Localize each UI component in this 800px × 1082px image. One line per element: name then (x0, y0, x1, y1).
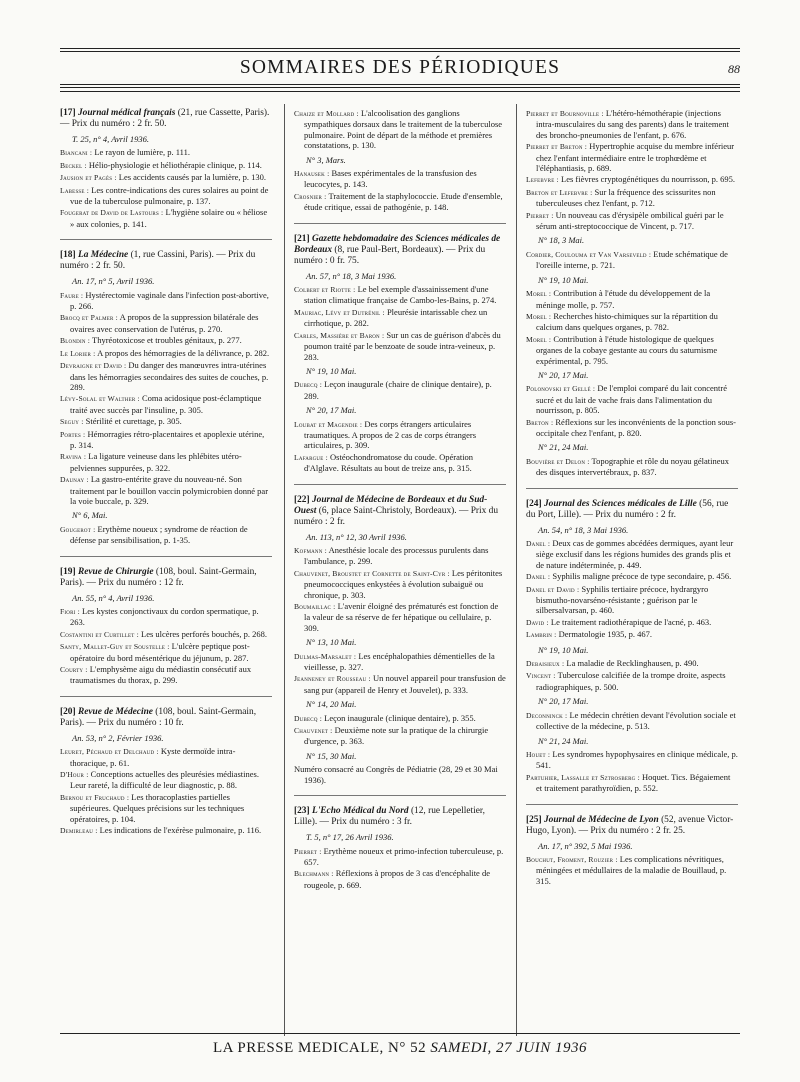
journal-section (294, 234, 506, 474)
article-authors: Pierret et Bournoville : (526, 109, 604, 118)
article-authors: Colbert et Riotte : (294, 285, 356, 295)
article-entry (294, 419, 506, 451)
issue-label: N° 19, 10 Mai. (538, 274, 589, 285)
article-entry (294, 601, 506, 633)
journal-section (526, 815, 738, 887)
article-entry (294, 713, 506, 724)
article-entry (60, 606, 272, 628)
journal-heading (294, 806, 506, 828)
article-authors: Morel : (526, 289, 552, 299)
article-title: Coma acidosique post-éclamptique traité avec succès par l'insuline, p. 305. (70, 393, 262, 415)
article-title: Sur la fréquence des scissurites non tuberculeuses chez l'enfant, p. 712. (536, 186, 716, 209)
journal-name: Revue de Chirurgie (77, 566, 154, 577)
article-entry (294, 379, 506, 401)
article-title: Traitement de la staphylococcie. Etude d'ensemble, étude critique, essai de pathogénie, p. 148. (304, 190, 503, 213)
article-authors: Lafargue : (294, 452, 328, 462)
article-title: Réflexions à propos de 3 cas d'encéphalite de rougeole, p. 669. (304, 868, 490, 890)
issue-label: N° 19, 10 Mai. (306, 365, 357, 376)
article-title: Les thoracoplasties partielles supérieures. Quelques précisions sur les techniques opératoires, p. 104. (70, 791, 245, 824)
issue-label: An. 113, n° 12, 30 Avril 1936. (306, 531, 407, 542)
article-authors: Debaisieux : (526, 659, 565, 669)
journal-name: Journal de Médecine de Lyon (543, 814, 659, 825)
journal-number: [22] (294, 494, 310, 505)
issue-label: N° 18, 3 Mai. (538, 235, 585, 246)
journal-heading (60, 707, 272, 729)
article-authors: Pierret : (294, 846, 322, 856)
article-authors: Jausion et Pagès : (60, 173, 117, 183)
journal-name: Revue de Médecine (77, 706, 153, 717)
article-entry (60, 185, 272, 207)
section-separator (60, 556, 272, 557)
article-entry (60, 524, 272, 546)
article-title: Anesthésie locale des processus purulents dans l'ambulance, p. 299. (304, 544, 489, 567)
article-entry (526, 417, 738, 439)
article-entry (294, 846, 506, 868)
article-authors: Le Lorier : (60, 348, 96, 358)
article-title: Pleurésie intarissable chez un cirrhotique, p. 282. (304, 306, 488, 329)
journal-heading (294, 495, 506, 528)
article-title: Les péritonites pneumococciques enkystées à évolution subaiguë ou chronique, p. 303. (304, 567, 503, 600)
issue-label: N° 21, 24 Mai. (538, 442, 589, 453)
article-entry (294, 651, 506, 673)
article-entry (60, 792, 272, 824)
article-title: Leçon inaugurale (clinique dentaire), p. 355. (324, 712, 476, 723)
article-authors: Breton : (526, 417, 554, 427)
article-entry (526, 658, 738, 669)
article-title: A propos de la suppression bilatérale des ovaires avec conservation de l'utérus, p. 270. (70, 312, 259, 334)
article-title: Syphilis maligne précoce de type secondaire, p. 456. (552, 571, 732, 582)
issue-label: N° 14, 20 Mai. (306, 699, 357, 710)
article-title: Hémorragies rétro-placentaires et apoplexie utérine, p. 314. (70, 428, 265, 450)
article-title: Contribution à l'étude du développement de la méninge molle, p. 757. (536, 288, 711, 310)
issue-label: N° 15, 30 Mai. (306, 750, 357, 761)
article-title: Ostéochondromatose du coude. Opération d'Alglave. Résultats au bout de treize ans, p. 315. (304, 451, 474, 474)
article-title: Le traitement radiothérapique de l'acné, p. 463. (550, 616, 712, 627)
article-authors: Houet : (526, 749, 551, 759)
article-entry (526, 210, 738, 232)
article-entry (60, 360, 272, 392)
article-authors: David : (526, 617, 549, 627)
footer-rule (60, 1033, 740, 1034)
section-separator (60, 696, 272, 697)
article-title: La ligature veineuse dans les phlébites utéro-pelviennes suppurées, p. 322. (70, 451, 242, 473)
article-authors: Danel : (526, 539, 551, 548)
article-authors: Beckel : (60, 160, 87, 170)
article-entry (526, 334, 738, 366)
article-title: Leçon inaugurale (chaire de clinique dentaire), p. 289. (304, 379, 492, 401)
article-entry (60, 429, 272, 451)
journal-section (294, 108, 506, 213)
article-authors: Cordier, Coulouma et Van Varseveld : (526, 249, 652, 259)
journal-number: [21] (294, 233, 310, 244)
article-entry (60, 769, 272, 791)
article-entry (60, 160, 272, 171)
header-rule-3 (60, 91, 740, 92)
article-title: Les syndromes hypophysaires en clinique médicale, p. 541. (536, 748, 738, 771)
article-entry (60, 641, 272, 663)
article-title: Les indications de l'exérèse pulmonaire, p. 116. (99, 825, 262, 836)
issue-label: N° 20, 17 Mai. (538, 369, 589, 380)
article-title: Hystérectomie vaginale dans l'infection post-abortive, p. 266. (70, 289, 269, 312)
article-title: Un nouvel appareil pour transfusion de sang pur (appareil de Henry et Jouvelet), p. 333. (304, 673, 506, 695)
page-title: SOMMAIRES DES PÉRIODIQUES (239, 57, 561, 78)
article-authors: Danel et David : (526, 584, 580, 594)
journal-section (294, 495, 506, 786)
journal-name: La Médecine (77, 250, 129, 261)
article-authors: Demirleau : (60, 826, 98, 836)
article-authors: Bernou et Fruchaud : (60, 792, 130, 802)
article-entry (526, 108, 738, 140)
article-entry (294, 725, 506, 747)
article-title: Le bel exemple d'assainissement d'une station climatique française de Cambo-les-Bains, p. 274. (304, 284, 497, 306)
article-entry (526, 456, 738, 478)
article-authors: D'Hour : (60, 770, 89, 780)
article-title: L'alcoolisation des ganglions sympathiques dorsaux dans le traitement de la tuberculose pulmonaire. Point de départ de la méthode et premières constatations, p. 130. (304, 108, 503, 151)
article-entry (60, 629, 272, 640)
journal-number: [20] (60, 706, 76, 717)
page-footer (60, 1040, 740, 1057)
article-title: La gastro-entérite grave du nouveau-né. Son traitement par le bouillon vaccin polymicrobien donné par la voie buccale, p. 329. (70, 474, 269, 506)
article-title: Conceptions actuelles des pleurésies médiastines. Leur rareté, la difficulté de leur diagnostic, p. 88. (70, 769, 259, 791)
article-title: Les encéphalopathies démentielles de la vieillesse, p. 327. (304, 650, 495, 673)
article-authors: Daunay : (60, 475, 89, 485)
article-title: Les accidents causés par la lumière, p. 130. (118, 172, 267, 183)
article-authors: Chauvenet : (294, 726, 333, 736)
journal-publisher: (8, rue Paul-Bert, Bordeaux). — Prix du numéro : 0 fr. 75. (294, 244, 486, 266)
journal-publisher: (12, rue Lepelletier, Lille). — Prix du numéro : 3 fr. (294, 806, 486, 828)
journal-name: Journal des Sciences médicales de Lille (543, 498, 697, 509)
article-entry (526, 141, 738, 173)
article-title: Etude schématique de l'oreille interne, p. 721. (536, 248, 728, 271)
article-authors: Seguy : (60, 417, 84, 427)
article-entry (60, 746, 272, 768)
article-title: Tuberculose calcifiée de la trompe droite, aspects radiographiques, p. 500. (536, 670, 726, 692)
article-authors: Kofmann : (294, 545, 327, 555)
article-title: Les contre-indications des cures solaires au point de vue de la tuberculose pulmonaire, p. 137. (70, 184, 269, 207)
article-entry (60, 172, 272, 183)
article-authors: Blechmann : (294, 869, 334, 879)
footer-date: SAMEDI, 27 JUIN 1936 (430, 1040, 587, 1056)
journal-name: L'Echo Médical du Nord (311, 806, 409, 817)
journal-section (60, 567, 272, 686)
article-entry (526, 670, 738, 692)
journal-name: Journal médical français (77, 108, 176, 118)
issue-label: N° 20, 17 Mai. (538, 696, 589, 707)
journal-name: Journal de Médecine de Bordeaux et du Sud-Ouest (294, 494, 488, 516)
issue-label: An. 55, n° 4, Avril 1936. (72, 592, 155, 603)
article-authors: Pierret : (526, 210, 554, 220)
article-entry (526, 174, 738, 185)
article-title: Recherches histo-chimiques sur la répartition du calcium dans quelques organes, p. 782. (536, 310, 718, 333)
article-entry (60, 825, 272, 836)
journal-publisher: (108, boul. Saint-Germain, Paris). — Prix du numéro : 12 fr. (60, 566, 257, 588)
article-title: Du danger des manœuvres intra-utérines dans les hémorragies secondaires des suites de couches, p. 289. (70, 360, 269, 392)
journal-section (526, 108, 738, 478)
column-2 (294, 108, 506, 894)
issue-label: T. 25, n° 4, Avril 1936. (72, 134, 149, 144)
issue-label: N° 20, 17 Mai. (306, 405, 357, 416)
article-authors: Blondin : (60, 336, 91, 346)
article-entry (60, 664, 272, 686)
article-title: Dermatologie 1935, p. 467. (558, 629, 653, 640)
article-authors: Gougerot : (60, 524, 96, 534)
article-entry (294, 568, 506, 600)
article-title: Deuxième note sur la pratique de la chirurgie d'urgence, p. 363. (304, 725, 489, 747)
section-separator (526, 488, 738, 489)
article-authors: Fougerat de David de Lastours : (60, 208, 164, 218)
article-title: Réflexions sur les inconvénients de la ponction sous-occipitale chez l'enfant, p. 820. (536, 416, 736, 438)
journal-heading (60, 567, 272, 589)
journal-section (294, 806, 506, 890)
journal-number: [24] (526, 498, 542, 509)
article-authors: Costantini et Curtillet : (60, 629, 139, 639)
issue-label: An. 17, n° 5, Avril 1936. (72, 276, 155, 287)
article-entry (60, 147, 272, 158)
journal-publisher: (1, rue Cassini, Paris). — Prix du numéro : 2 fr. 50. (60, 250, 256, 272)
article-title: Les complications névritiques, méningées et médullaires de la maladie de Bouillaud, p. 315. (536, 853, 727, 886)
article-entry (294, 330, 506, 362)
column-1 (60, 108, 272, 841)
article-authors: Lambrin : (526, 630, 557, 640)
article-authors: Polonovski et Gellé : (526, 384, 596, 394)
article-authors: Pierret et Breton : (526, 142, 588, 152)
article-title: Kyste dermoïde intra-thoracique, p. 61. (70, 746, 236, 768)
article-entry (294, 108, 506, 151)
article-authors: Leuret, Péchaud et Delchaud : (60, 747, 159, 757)
journal-section (60, 250, 272, 545)
article-authors: Chaize et Mollard : (294, 109, 359, 118)
journal-heading (526, 499, 738, 521)
column-divider-2 (516, 104, 517, 1036)
journal-section (60, 108, 272, 229)
article-entry (526, 383, 738, 415)
article-entry (526, 749, 738, 771)
article-entry (526, 629, 738, 640)
article-authors: Deconninck : (526, 710, 568, 720)
article-entry (294, 868, 506, 890)
footer-journal: LA PRESSE MEDICALE, (213, 1040, 384, 1056)
article-entry (526, 187, 738, 209)
article-entry (294, 284, 506, 306)
article-title: Les kystes conjonctivaux du cordon spermatique, p. 263. (70, 606, 259, 628)
article-entry (294, 545, 506, 567)
article-authors: Partuhier, Lassalle et Sztrosberg : (526, 772, 640, 782)
article-title: Des corps étrangers articulaires traumatiques. A propos de 2 cas de corps étrangers articulaires, p. 309. (304, 418, 477, 451)
article-authors: Biancani : (60, 148, 93, 158)
column-divider-1 (284, 104, 285, 1036)
article-title: Sur un cas de guérison d'abcès du poumon traité par le benzoate de soude intra-veineux, p. 283. (304, 329, 501, 362)
header-rule (60, 84, 740, 85)
article-title: Topographie et rôle du noyau gélatineux des disques intervertébraux, p. 837. (536, 455, 730, 478)
issue-label: An. 54, n° 18, 3 Mai 1936. (538, 524, 629, 535)
article-entry (294, 764, 506, 785)
article-title: L'emphysème aigu du médiastin consécutif aux traumatismes du thorax, p. 299. (70, 664, 252, 686)
section-separator (294, 223, 506, 224)
issue-label: N° 6, Mai. (72, 510, 108, 521)
issue-label: N° 21, 24 Mai. (538, 735, 589, 746)
article-title: L'avenir éloigné des prématurés est fonction de la valeur de sa réserve de fer hépatique ou cellulaire, p. 309. (304, 601, 499, 633)
section-separator (526, 804, 738, 805)
article-entry (526, 854, 738, 886)
article-authors: Boumaillac : (294, 602, 336, 611)
issue-label: T. 5, n° 17, 26 Avril 1936. (306, 832, 394, 843)
journal-section (526, 499, 738, 794)
journal-publisher: (21, rue Cassette, Paris). — Prix du numéro : 2 fr. 50. (60, 108, 270, 129)
section-separator (294, 795, 506, 796)
article-entry (60, 207, 272, 229)
section-separator (60, 239, 272, 240)
article-title: Le médecin chrétien devant l'évolution sociale et collective de la médecine, p. 513. (536, 709, 736, 732)
article-authors: Bouvière et Delon : (526, 456, 590, 466)
page-number: 88 (728, 62, 740, 76)
article-authors: Santy, Mallet-Guy et Soustelle : (60, 642, 170, 652)
article-authors: Breton et Lefebvre : (526, 187, 593, 197)
journal-heading (526, 815, 738, 837)
journal-number: [23] (294, 806, 310, 817)
journal-publisher: (108, boul. Saint-Germain, Paris). — Prix du numéro : 10 fr. (60, 706, 257, 728)
article-authors: Carles, Massière et Baron : (294, 330, 385, 340)
article-title: Hélio-physiologie et héliothérapie clinique, p. 114. (88, 159, 262, 170)
section-separator (294, 484, 506, 485)
article-authors: Bouchut, Froment, Rouzier : (526, 854, 618, 864)
issue-label: An. 17, n° 392, 5 Mai 1936. (538, 840, 633, 851)
article-authors: Dulmas-Marsalet : (294, 651, 357, 661)
journal-section (60, 707, 272, 837)
journal-number: [18] (60, 250, 76, 261)
article-entry (60, 451, 272, 473)
article-title: De l'emploi comparé du lait concentré sucré et du lait de vache frais dans l'alimentation du nourrisson, p. 805. (536, 383, 728, 416)
article-entry (526, 538, 738, 570)
article-entry (294, 307, 506, 329)
article-title: La maladie de Recklinghausen, p. 490. (566, 658, 699, 669)
journal-number: [19] (60, 566, 76, 577)
article-title: Stérilité et curettage, p. 305. (85, 416, 182, 427)
journal-number: [25] (526, 814, 542, 825)
article-title: Erythème noueux ; syndrome de réaction de défense par sensibilisation, p. 1-35. (70, 523, 248, 546)
issue-label: An. 53, n° 2, Février 1936. (72, 732, 164, 743)
article-title: Deux cas de gommes abcédées dermiques, ayant leur siège exclusif dans les régions humides des grands plis et de nature indéterminée, p. 449. (536, 538, 734, 570)
issue-label: N° 19, 10 Mai. (538, 644, 589, 655)
article-authors: Morel : (526, 334, 552, 344)
issue-label: An. 57, n° 18, 3 Mai 1936. (306, 270, 397, 281)
article-authors: Vincent : (526, 671, 556, 681)
journal-heading (60, 250, 272, 272)
article-authors: Dubecq : (294, 380, 323, 390)
article-entry (60, 312, 272, 334)
header-rule-inner (60, 87, 740, 88)
article-authors: Lefebvre : (526, 175, 559, 185)
article-entry (526, 311, 738, 333)
article-entry (526, 249, 738, 271)
journal-heading (294, 234, 506, 267)
issue-label: N° 13, 10 Mai. (306, 637, 357, 648)
top-double-rule-inner (60, 51, 740, 52)
top-double-rule (60, 48, 740, 49)
footer-number: N° 52 (388, 1040, 427, 1056)
article-authors: Courty : (60, 665, 88, 675)
article-authors: Devraigne et David : (60, 361, 127, 371)
article-authors: Chauvenet, Broustet et Cornette de Saint-Cyr : (294, 568, 450, 578)
journal-name: Gazette hebdomadaire des Sciences médicales de Bordeaux (294, 233, 501, 255)
article-entry (294, 191, 506, 213)
article-authors: Portes : (60, 429, 86, 439)
article-entry (60, 290, 272, 312)
article-authors: Ravina : (60, 452, 87, 462)
article-entry (526, 772, 738, 794)
article-authors: Loubat et Magendie : (294, 419, 363, 429)
article-authors: Faure : (60, 290, 84, 300)
journal-number: [17] (60, 108, 76, 118)
issue-label: N° 3, Mars. (306, 154, 346, 165)
article-entry (526, 584, 738, 616)
article-authors: Danel : (526, 572, 551, 582)
article-title: Contribution à l'étude histologique de quelques organes de la cobaye gestante au cours du saturnisme expérimental, p. 795. (536, 333, 718, 366)
article-authors: Mauriac, Lévy et Dutrénil : (294, 307, 385, 317)
article-authors: Lévy-Solal et Walther : (60, 394, 140, 404)
article-authors: Crosnier : (294, 191, 327, 201)
article-title: Le rayon de lumière, p. 111. (94, 147, 190, 158)
journal-publisher: (56, rue du Port, Lille). — Prix du numéro : 2 fr. (526, 498, 729, 520)
article-title: Thyréotoxicose et troubles génitaux, p. 277. (92, 335, 242, 346)
article-entry (294, 673, 506, 695)
article-authors: Brocq et Palmer : (60, 313, 118, 323)
article-title: Bases expérimentales de la transfusion des leucocytes, p. 143. (304, 168, 477, 190)
article-authors: Hanausek : (294, 169, 330, 179)
journal-heading (60, 108, 272, 130)
article-entry (294, 168, 506, 190)
article-entry (526, 710, 738, 732)
article-title: Un nouveau cas d'érysipèle ombilical guéri par le sérum anti-streptococcique de Vincent, p. 717. (536, 209, 724, 232)
article-entry (526, 617, 738, 628)
article-title: Syphilis tertiaire précoce, hydrargyro bismutho-novarséno-résistante ; guérison par le silbersalvarsan, p. 460. (536, 583, 709, 616)
article-entry (294, 452, 506, 474)
article-entry (60, 335, 272, 346)
article-authors: Morel : (526, 311, 552, 321)
article-title: Numéro consacré au Congrès de Pédiatrie (28, 29 et 30 Mai 1936). (294, 764, 498, 785)
article-authors: Labesse : (60, 185, 90, 195)
article-entry (526, 288, 738, 310)
article-entry (526, 571, 738, 582)
article-title: L'hétéro-hémothérapie (injections intra-musculaires du sang des parents) dans le traitement des broncho-pneumonies de l'enfant, p. 676. (536, 108, 729, 140)
article-title: Les ulcères perforés bouchés, p. 268. (141, 628, 268, 639)
article-title: Hoquet. Tics. Bégaiement et traitement parathyroïdien, p. 552. (536, 771, 731, 794)
article-title: Hypertrophie acquise du membre inférieur chez l'enfant intermédiaire entre le trophœdème et l'éléphantiasis, p. 689. (536, 141, 735, 174)
article-title: L'hygiène solaire ou « héliose » aux colonies, p. 141. (70, 207, 268, 229)
article-entry (60, 416, 272, 427)
article-entry (60, 393, 272, 415)
article-entry (60, 348, 272, 359)
journal-publisher: (6, place Saint-Christoly, Bordeaux). — Prix du numéro : 2 fr. (294, 505, 499, 527)
article-authors: Fiori : (60, 607, 80, 616)
article-title: Les fièvres cryptogénétiques du nourrisson, p. 695. (561, 174, 735, 185)
article-authors: Dubecq : (294, 713, 323, 723)
article-title: Erythème noueux et primo-infection tuberculeuse, p. 657. (304, 845, 504, 867)
article-title: A propos des hémorragies de la délivrance, p. 282. (97, 347, 270, 358)
journal-publisher: (52, avenue Victor-Hugo, Lyon). — Prix du numéro : 2 fr. 25. (526, 814, 734, 836)
article-authors: Jeanneney et Rousseau : (294, 674, 371, 684)
article-entry (60, 474, 272, 506)
column-3 (526, 108, 738, 890)
article-title: L'ulcère peptique post-opératoire du bord mésentérique du jéjunum, p. 287. (70, 641, 250, 663)
